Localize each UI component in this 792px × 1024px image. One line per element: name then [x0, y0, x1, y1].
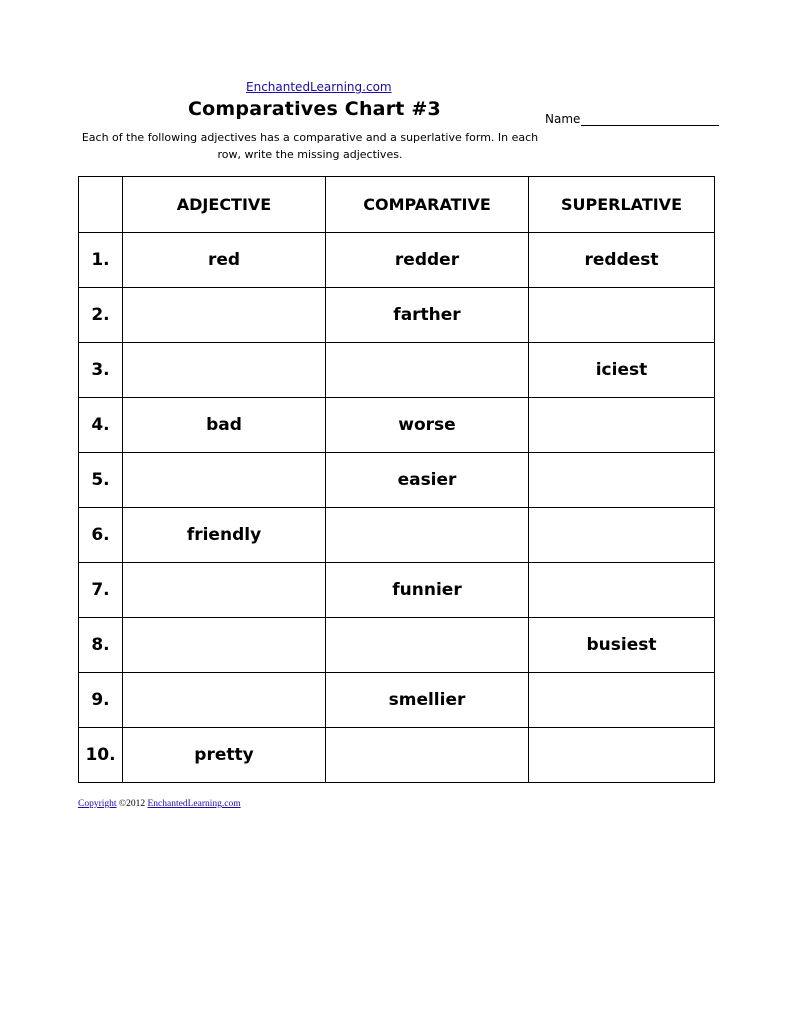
comparative-cell[interactable] [326, 508, 529, 563]
footer [78, 799, 241, 809]
adjective-cell[interactable] [123, 673, 326, 728]
table-row [79, 288, 715, 343]
header-comparative: COMPARATIVE [326, 177, 529, 233]
table-row [79, 563, 715, 618]
superlative-cell[interactable] [529, 563, 715, 618]
adjective-cell[interactable] [123, 618, 326, 673]
page-title: Comparatives Chart #3 [188, 98, 441, 120]
adjective-cell[interactable]: red [123, 233, 326, 288]
table-row [79, 673, 715, 728]
comparative-cell[interactable]: easier [326, 453, 529, 508]
row-number: 4. [79, 398, 123, 453]
superlative-cell[interactable] [529, 728, 715, 783]
adjective-cell[interactable] [123, 453, 326, 508]
name-blank-line[interactable] [581, 113, 719, 126]
table-header-row [79, 177, 715, 233]
table-row [79, 233, 715, 288]
row-number: 1. [79, 233, 123, 288]
comparative-cell[interactable]: worse [326, 398, 529, 453]
copyright-year: ©2012 [116, 799, 148, 809]
adjective-cell[interactable] [123, 563, 326, 618]
comparative-cell[interactable]: farther [326, 288, 529, 343]
superlative-cell[interactable] [529, 453, 715, 508]
row-number: 6. [79, 508, 123, 563]
instructions: Each of the following adjectives has a comparative and a superlative form. In each row, write the missing adjectives. [81, 131, 539, 161]
table-row [79, 728, 715, 783]
copyright-link[interactable]: Copyright [78, 799, 117, 809]
adjective-cell[interactable] [123, 343, 326, 398]
header-adjective: ADJECTIVE [123, 177, 326, 233]
superlative-cell[interactable] [529, 673, 715, 728]
superlative-cell[interactable] [529, 288, 715, 343]
comparative-cell[interactable]: smellier [326, 673, 529, 728]
row-number: 8. [79, 618, 123, 673]
superlative-cell[interactable]: iciest [529, 343, 715, 398]
comparative-cell[interactable]: funnier [326, 563, 529, 618]
comparatives-table [78, 176, 715, 783]
comparative-cell[interactable]: redder [326, 233, 529, 288]
footer-site-link[interactable]: EnchantedLearning.com [147, 799, 241, 809]
row-number: 10. [79, 728, 123, 783]
superlative-cell[interactable] [529, 508, 715, 563]
superlative-cell[interactable] [529, 398, 715, 453]
superlative-cell[interactable]: reddest [529, 233, 715, 288]
header-number [79, 177, 123, 233]
row-number: 7. [79, 563, 123, 618]
table-row [79, 453, 715, 508]
row-number: 5. [79, 453, 123, 508]
row-number: 3. [79, 343, 123, 398]
name-field [545, 112, 719, 126]
header-superlative: SUPERLATIVE [529, 177, 715, 233]
row-number: 9. [79, 673, 123, 728]
superlative-cell[interactable]: busiest [529, 618, 715, 673]
table-row [79, 398, 715, 453]
adjective-cell[interactable]: friendly [123, 508, 326, 563]
comparative-cell[interactable] [326, 343, 529, 398]
row-number: 2. [79, 288, 123, 343]
comparative-cell[interactable] [326, 618, 529, 673]
table-row [79, 618, 715, 673]
site-link[interactable]: EnchantedLearning.com [246, 80, 392, 94]
name-label: Name [545, 112, 581, 126]
table-row [79, 343, 715, 398]
adjective-cell[interactable]: bad [123, 398, 326, 453]
comparative-cell[interactable] [326, 728, 529, 783]
table-row [79, 508, 715, 563]
adjective-cell[interactable]: pretty [123, 728, 326, 783]
adjective-cell[interactable] [123, 288, 326, 343]
